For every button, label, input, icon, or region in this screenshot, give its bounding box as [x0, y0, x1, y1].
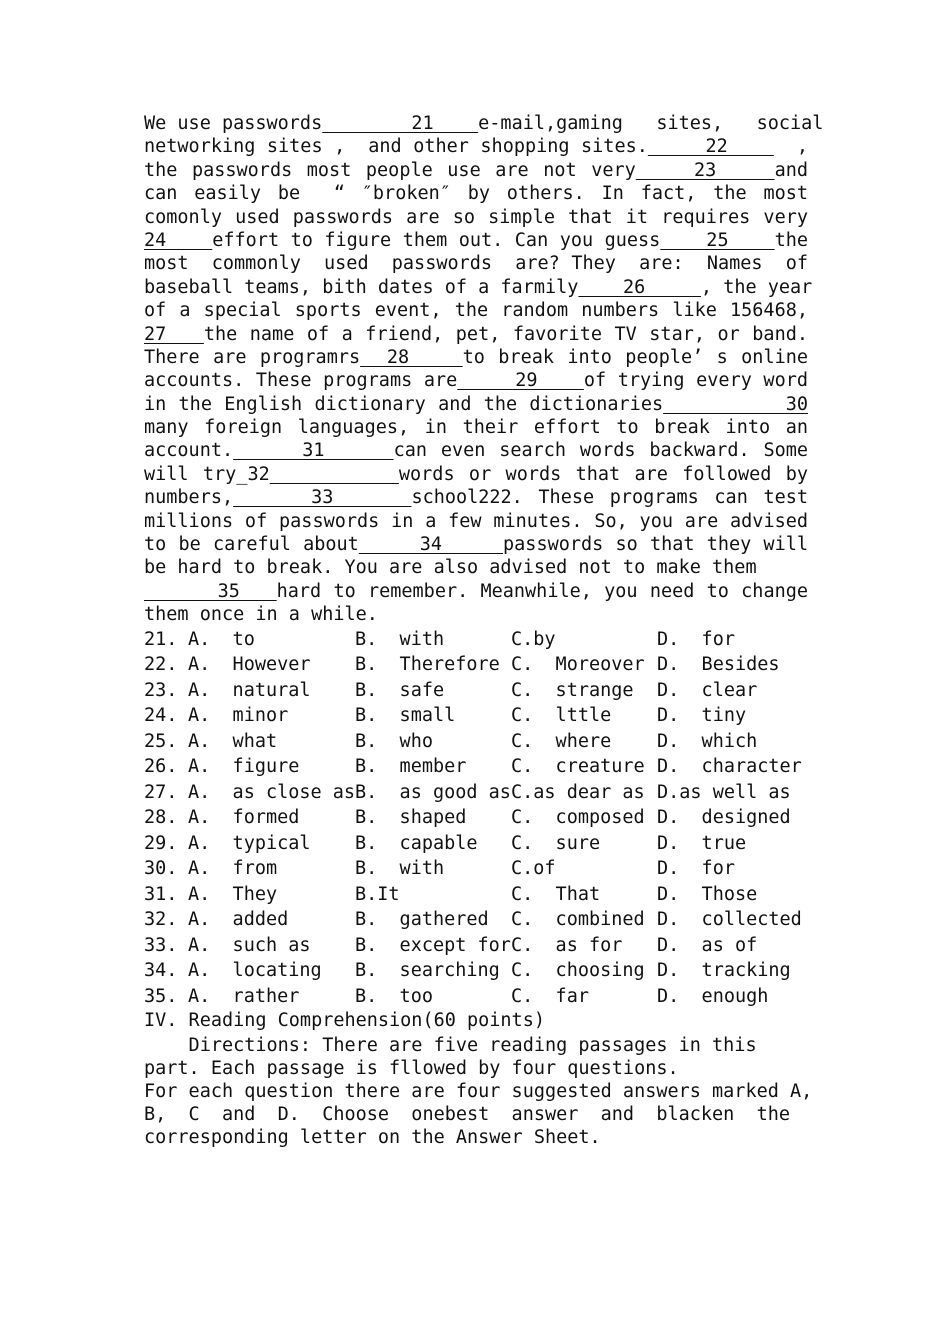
- option-a: A. such as: [188, 934, 311, 956]
- option-b: B. gathered: [355, 909, 489, 931]
- question-number: 33.: [144, 934, 178, 956]
- option-b: B. Therefore: [355, 654, 500, 676]
- option-a: A. figure: [188, 756, 300, 778]
- answer-blank: [270, 464, 399, 485]
- directions-line: B, C and D. Choose onebest answer and blacken the: [144, 1103, 791, 1125]
- question-number: 22.: [144, 654, 178, 676]
- passage-line: can easily be “ ″broken″ by others. In fact, the most: [144, 183, 808, 205]
- option-b: B. with: [355, 628, 445, 650]
- passage-line: comonly used passwords are so simple that it requires very: [144, 206, 808, 228]
- directions-line: part. Each passage is fllowed by four questions.: [144, 1057, 679, 1079]
- question-number: 34.: [144, 960, 178, 982]
- directions-line: Directions: There are five reading passages in this: [144, 1034, 757, 1056]
- option-d: D. as of: [657, 934, 758, 956]
- question-row: [144, 933, 808, 959]
- section-title: IV. Reading Comprehension(60 points): [144, 1010, 545, 1032]
- passage-line: We use passwords 21 e-mail,gaming sites, social: [144, 113, 824, 134]
- option-a: A. as close as: [188, 781, 356, 803]
- directions: [144, 1034, 813, 1149]
- option-c: C.as dear as: [511, 781, 645, 803]
- question-row: [144, 958, 808, 984]
- option-d: D. for: [657, 858, 735, 880]
- question-row: [144, 831, 808, 857]
- passage-line: 24 effort to figure them out. Can you guess 25 the: [144, 229, 808, 251]
- option-b: B. member: [355, 756, 467, 778]
- option-b: B. too: [355, 985, 433, 1007]
- question-row: [144, 856, 808, 882]
- option-b: B. safe: [355, 679, 445, 701]
- question-number: 29.: [144, 832, 178, 854]
- question-row: [144, 984, 808, 1010]
- question-number: 25.: [144, 730, 178, 752]
- option-d: D.as well as: [657, 781, 791, 803]
- question-row: [144, 780, 808, 806]
- question-row: [144, 805, 808, 831]
- answer-blank: 30: [663, 393, 808, 415]
- passage-line: them once in a while.: [144, 604, 378, 626]
- question-row: [144, 703, 808, 729]
- option-b: B. shaped: [355, 807, 467, 829]
- passage-line: accounts. These programs are 29 of trying every word: [144, 370, 808, 392]
- passage-line: of a special sports event, the random numbers like 156468,: [144, 300, 808, 322]
- question-row: [144, 754, 808, 780]
- answer-blank: 26: [578, 276, 701, 298]
- answer-blank: 21: [322, 113, 479, 134]
- option-a: A. to: [188, 628, 255, 650]
- option-b: B. with: [355, 858, 445, 880]
- question-row: [144, 678, 808, 704]
- option-a: A. typical: [188, 832, 311, 854]
- option-a: A. formed: [188, 807, 300, 829]
- option-b: B. small: [355, 705, 456, 727]
- answer-blank: 34: [358, 534, 504, 556]
- passage-line: to be careful about 34 passwords so that they will: [144, 534, 808, 556]
- option-c: C.by: [511, 628, 556, 650]
- option-a: A. from: [188, 858, 278, 880]
- passage-line: There are programrs 28 to break into people’ s online: [144, 346, 808, 368]
- question-row: [144, 882, 808, 908]
- question-number: 32.: [144, 909, 178, 931]
- answer-blank: 23: [635, 159, 775, 181]
- option-c: C. sure: [511, 832, 601, 854]
- option-a: A. minor: [188, 705, 289, 727]
- option-d: D. tracking: [657, 960, 791, 982]
- answer-blank: 35: [144, 580, 277, 602]
- passage-line: networking sites , and other shopping sites. 22 ,: [144, 136, 808, 158]
- answer-blank: 24: [144, 229, 213, 251]
- option-b: B. who: [355, 730, 433, 752]
- passage-line: 35 hard to remember. Meanwhile, you need to change: [144, 580, 808, 602]
- passage-line: millions of passwords in a few minutes. So, you are advised: [144, 510, 808, 532]
- passage-line: the passwords most people use are not very 23 and: [144, 159, 808, 181]
- passage-line: will try_32 words or words that are followed by: [144, 463, 808, 485]
- option-b: B. capable: [355, 832, 478, 854]
- answer-blank: 33: [233, 487, 412, 509]
- question-number: 35.: [144, 985, 178, 1007]
- question-number: 23.: [144, 679, 178, 701]
- passage-line: most commonly used passwords are? They are: Names of: [144, 253, 808, 275]
- passage-line: 27 the name of a friend, pet, favorite TV star, or band.: [144, 323, 808, 345]
- option-d: D. character: [657, 756, 802, 778]
- option-a: A. However: [188, 654, 311, 676]
- question-row: [144, 652, 808, 678]
- document-page: [144, 112, 824, 1149]
- question-number: 30.: [144, 858, 178, 880]
- option-d: D. tiny: [657, 705, 747, 727]
- option-c: C. far: [511, 985, 589, 1007]
- passage-line: numbers, 33 school222. These programs can test: [144, 487, 808, 509]
- passage-line: baseball teams, bith dates of a farmily 26 , the year: [144, 276, 813, 298]
- option-d: D. which: [657, 730, 758, 752]
- passage-line: be hard to break. You are also advised not to make them: [144, 557, 757, 579]
- option-d: D. Those: [657, 883, 758, 905]
- option-d: D. collected: [657, 909, 802, 931]
- question-number: 27.: [144, 781, 178, 803]
- question-number: 28.: [144, 807, 178, 829]
- answer-blank: 27: [144, 323, 204, 345]
- answer-blank: 29: [457, 370, 584, 392]
- option-d: D. true: [657, 832, 747, 854]
- question-number: 26.: [144, 756, 178, 778]
- directions-line: For each question there are four suggested answers marked A,: [144, 1080, 813, 1102]
- option-c: C. combined: [511, 909, 645, 931]
- option-b: B. as good as: [355, 781, 511, 803]
- question-row: [144, 907, 808, 933]
- cloze-passage: [144, 112, 824, 627]
- answer-blank: 28: [360, 346, 463, 368]
- option-a: A. what: [188, 730, 278, 752]
- option-c: C. That: [511, 883, 601, 905]
- option-b: B. except for: [355, 934, 511, 956]
- option-c: C.of: [511, 858, 556, 880]
- option-c: C. lttle: [511, 705, 612, 727]
- option-b: B.It: [355, 883, 400, 905]
- option-d: D. clear: [657, 679, 758, 701]
- option-a: A. added: [188, 909, 289, 931]
- passage-line: account. 31 can even search words backward. Some: [144, 440, 808, 462]
- question-row: [144, 627, 808, 653]
- question-options: [144, 627, 808, 1010]
- option-c: C. creature: [511, 756, 645, 778]
- option-c: C. strange: [511, 679, 634, 701]
- option-b: B. searching: [355, 960, 500, 982]
- option-d: D. Besides: [657, 654, 780, 676]
- answer-blank: 31: [233, 440, 394, 462]
- option-a: A. They: [188, 883, 278, 905]
- option-c: C. Moreover: [511, 654, 645, 676]
- answer-blank: 22: [647, 136, 774, 158]
- passage-line: many foreign languages, in their effort to break into an: [144, 417, 808, 439]
- question-number: 31.: [144, 883, 178, 905]
- option-d: D. for: [657, 628, 735, 650]
- question-number: 24.: [144, 705, 178, 727]
- question-number: 21.: [144, 628, 178, 650]
- question-row: [144, 729, 808, 755]
- option-d: D. designed: [657, 807, 791, 829]
- option-c: C. choosing: [511, 960, 645, 982]
- option-a: A. natural: [188, 679, 311, 701]
- option-a: A. rather: [188, 985, 300, 1007]
- option-a: A. locating: [188, 960, 322, 982]
- passage-line: in the English dictionary and the dictionaries 30: [144, 393, 808, 415]
- answer-blank: 25: [660, 229, 775, 251]
- directions-line: corresponding letter on the Answer Sheet.: [144, 1126, 601, 1148]
- option-d: D. enough: [657, 985, 769, 1007]
- option-c: C. where: [511, 730, 612, 752]
- option-c: C. composed: [511, 807, 645, 829]
- option-c: C. as for: [511, 934, 623, 956]
